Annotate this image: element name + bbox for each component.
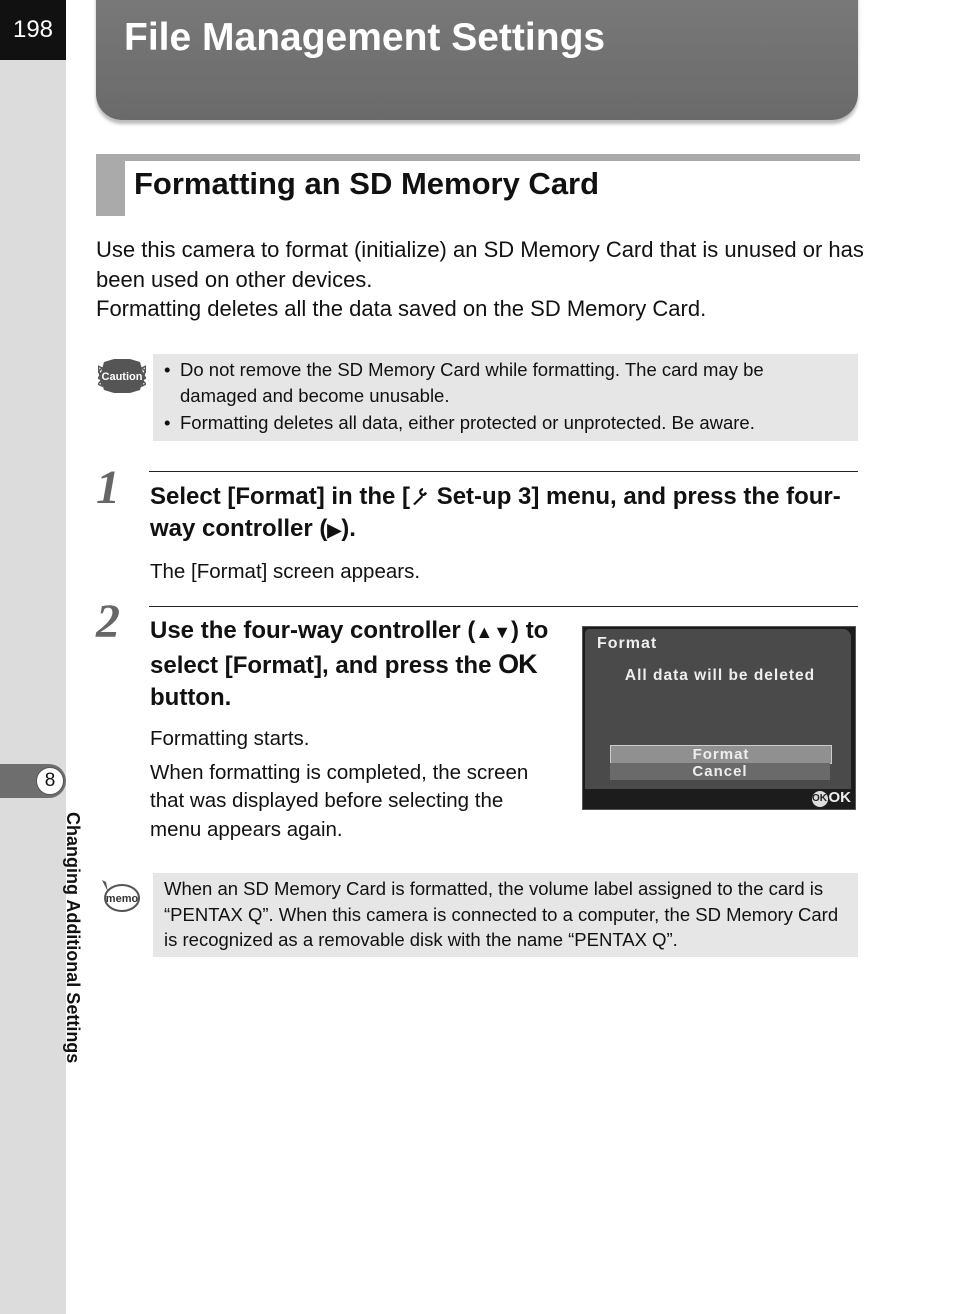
step-body: The [Format] screen appears. [150, 560, 421, 583]
step-number: 2 [96, 595, 120, 648]
caution-item: • Do not remove the SD Memory Card while formatting. The card may be damaged and become unusable. [164, 359, 764, 406]
screen-message: All data will be deleted [624, 667, 816, 684]
caution-item: • Formatting deletes all data, either protected or unprotected. Be aware. [164, 412, 755, 433]
right-arrow-icon: ▶ [327, 520, 342, 540]
step-divider [149, 606, 858, 607]
page-number: 198 [0, 0, 66, 60]
page-title: File Management Settings [124, 16, 606, 59]
step-body: Formatting starts. When formatting is completed, the screen that was displayed before selecting the menu appears again. [150, 727, 529, 841]
intro-paragraph: Formatting deletes all the data saved on the SD Memory Card. [96, 296, 707, 321]
intro-paragraph: Use this camera to format (initialize) an SD Memory Card that is unused or has been used on other devices. [96, 237, 864, 292]
format-option[interactable]: Format [610, 745, 832, 764]
screen-title: Format [597, 635, 658, 652]
wrench-icon [410, 486, 430, 506]
chapter-title: Changing Additional Settings [63, 812, 83, 1064]
memo-text: When an SD Memory Card is formatted, the volume label assigned to the card is “PENTAX Q”. When this camera is connected to a computer, the SD Memory Card is recognized as a removable disk with the name “PENTAX Q”. [164, 878, 839, 950]
chapter-number: 8 [36, 767, 64, 795]
step-divider [149, 471, 858, 472]
screen-panel [585, 629, 851, 789]
cancel-option[interactable]: Cancel [610, 763, 830, 780]
intro-text [96, 235, 866, 324]
chapter-sidebar [0, 0, 66, 1314]
camera-screen [582, 626, 856, 810]
ok-icon: OK [812, 791, 828, 807]
step-heading: Select [Format] in the [ Set-up 3] menu, and press the four-way controller (▶). [150, 483, 841, 542]
memo-icon-label: memo [105, 893, 139, 905]
up-down-arrow-icons: ▲▼ [475, 622, 512, 642]
caution-icon [98, 358, 146, 394]
memo-icon [100, 878, 140, 914]
ok-button-hint: OK OK [812, 789, 851, 806]
ok-icon: OK [498, 649, 537, 679]
section-title: Formatting an SD Memory Card [134, 166, 600, 201]
step-number: 1 [96, 461, 120, 514]
caution-icon-label: Caution [101, 371, 143, 383]
step-heading: Use the four-way controller (▲▼) to select [Format], and press the OK button. [150, 617, 549, 711]
caution-list [164, 357, 844, 438]
